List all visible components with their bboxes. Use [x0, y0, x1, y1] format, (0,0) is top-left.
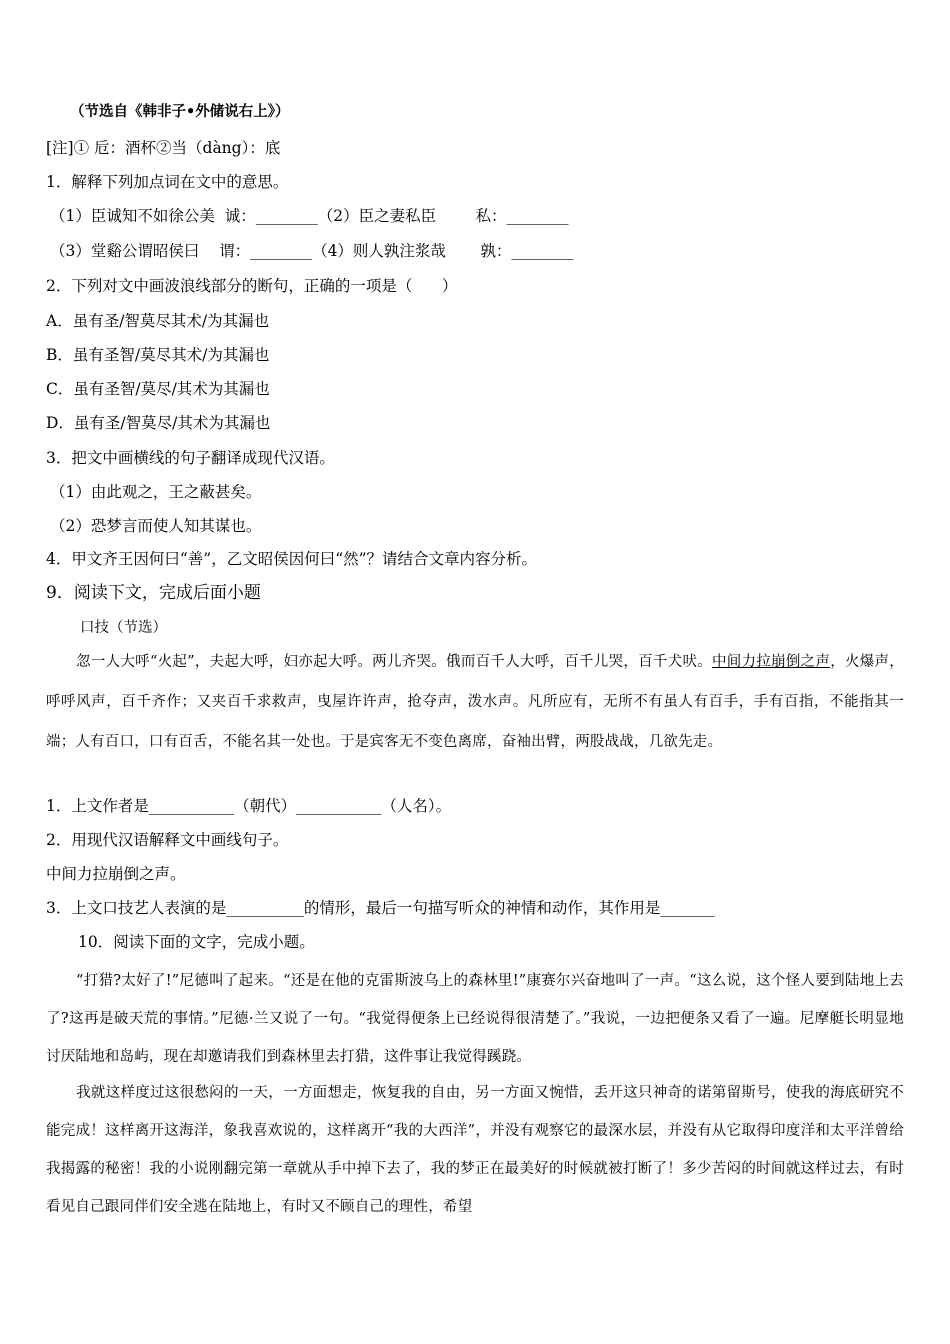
- question-3: 3．把文中画横线的句子翻译成现代汉语。: [46, 449, 335, 467]
- paragraph-1-text: “打猎?太好了!”尼德叫了起来。“还是在他的克雷斯波乌上的森林里!”康赛尔兴奋地叫了一声。“这么说，这个怪人要到陆地上去了?这再是破天荒的事情。”尼德·兰又说了一句。“我觉得便条上已经说得很清楚了。”我说，一边把便条又看了一遍。尼摩艇长明显地讨厌陆地和岛屿，现在却邀请我们到森林里去打猎，这件事让我觉得蹊跷。: [46, 973, 904, 1065]
- paragraph-2-text: 我就这样度过这很愁闷的一天，一方面想走，恢复我的自由，另一方面又惋惜，丢开这只神奇的诺第留斯号，使我的海底研究不能完成！这样离开这海洋，象我喜欢说的，这样离开“我的大西洋”，并没有观察它的最深水层，并没有从它取得印度洋和太平洋曾给我揭露的秘密！我的小说刚翻完第一章就从手中掉下去了，我的梦正在最美好的时候就被打断了！多少苦闷的时间就这样过去，有时看见自己跟同伴们安全逃在陆地上，有时又不顾自己的理性，希望: [46, 1085, 904, 1215]
- section-10-heading: 10．阅读下面的文字，完成小题。: [78, 933, 315, 951]
- section-10-paragraph-1: [46, 962, 904, 1076]
- section-9-question-3: 3．上文口技艺人表演的是__________的情形，最后一句描写听众的神情和动作，其作用是_______: [46, 899, 715, 917]
- passage-text-b: ，火爆声，呼呼风声，百千齐作；又夹百千求救声，曳屋许许声，抢夺声，泼水声。凡所应有，无所不有虽人有百手，手有百指，不能指其一端；人有百口，口有百舌，不能名其一处也。于是宾客无不变色离席，奋袖出臂，两股战战，几欲先走。: [46, 654, 905, 750]
- section-9-question-2: 2．用现代汉语解释文中画线句子。: [46, 831, 289, 849]
- passage-underlined-sentence: 中间力拉崩倒之声: [712, 654, 831, 670]
- question-1-row-2: （3）堂谿公谓昭侯曰 谓：________（4）则人孰注浆哉 孰：________: [50, 242, 574, 260]
- option-a: A．虽有圣/智莫尽其术/为其漏也: [46, 312, 270, 330]
- source-note: （节选自《韩非子•外储说右上》）: [70, 103, 290, 120]
- question-1-row-1: （1）臣诚知不如徐公美 诚：________（2）臣之妻私臣 私：________: [50, 207, 569, 225]
- section-10-paragraph-2: [46, 1074, 904, 1226]
- question-3-1: （1）由此观之，王之蔽甚矣。: [50, 483, 262, 501]
- question-3-2: （2）恐梦言而使人知其谋也。: [50, 517, 262, 535]
- option-c: C．虽有圣智/莫尽/其术为其漏也: [46, 380, 270, 398]
- option-d: D．虽有圣/智莫尽/其术为其漏也: [46, 414, 271, 432]
- section-9-passage: [46, 642, 904, 762]
- question-1: 1．解释下列加点词在文中的意思。: [46, 173, 289, 191]
- section-9-heading: 9．阅读下文，完成后面小题: [46, 583, 261, 603]
- section-9-question-2-line: 中间力拉崩倒之声。: [46, 865, 186, 883]
- question-2: 2．下列对文中画波浪线部分的断句，正确的一项是（ ）: [46, 277, 458, 295]
- option-b: B．虽有圣智/莫尽其术/为其漏也: [46, 346, 270, 364]
- passage-text-a: 忽一人大呼“火起”，夫起大呼，妇亦起大呼。两儿齐哭。俄而百千人大呼，百千儿哭，百千犬吠。: [76, 654, 712, 670]
- question-4: 4．甲文齐王因何曰“善”，乙文昭侯因何曰“然”？请结合文章内容分析。: [46, 550, 538, 568]
- section-9-title: 口技（节选）: [80, 620, 167, 636]
- section-9-question-1: 1．上文作者是___________（朝代）___________（人名）。: [46, 797, 452, 815]
- annotation: [注]① 卮：酒杯②当（dàng）：底: [46, 139, 281, 157]
